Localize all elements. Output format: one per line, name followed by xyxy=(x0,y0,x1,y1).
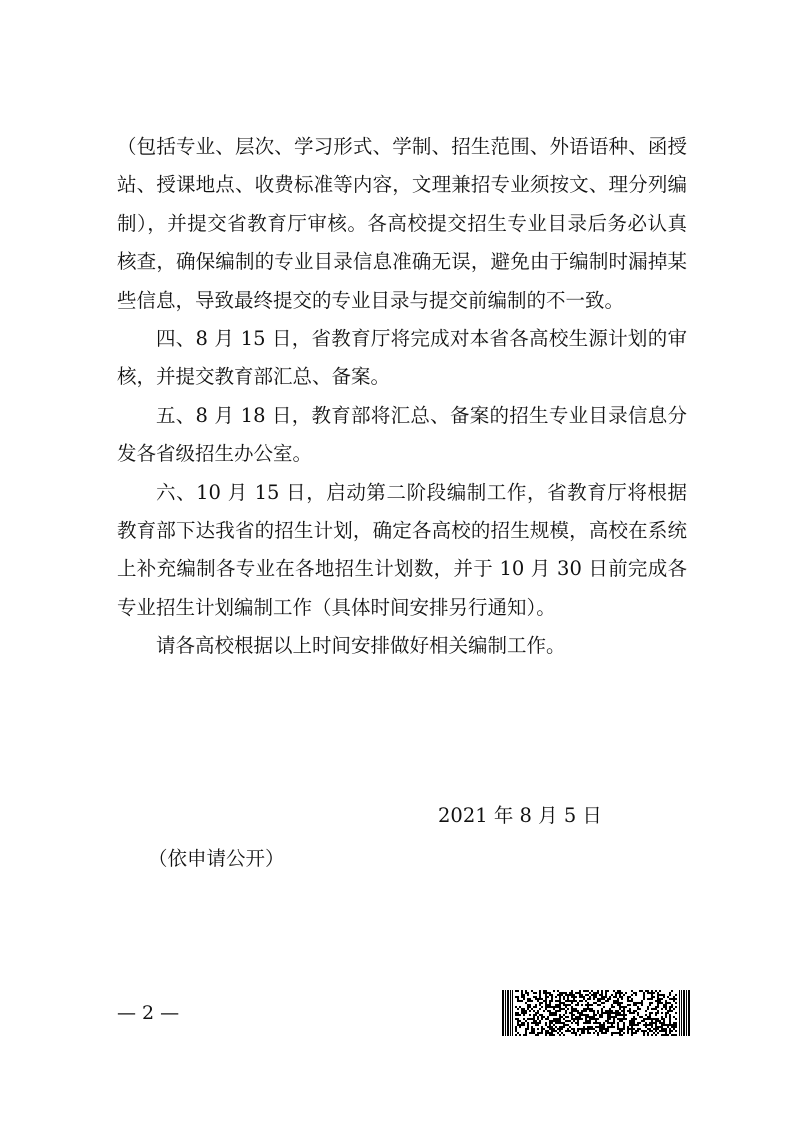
paragraph-item-four: 四、8 月 15 日，省教育厅将完成对本省各高校生源计划的审核，并提交教育部汇总、备案。 xyxy=(117,327,687,389)
document-body xyxy=(117,128,687,666)
paragraph-item-five: 五、8 月 18 日，教育部将汇总、备案的招生专业目录信息分发各省级招生办公室。 xyxy=(117,403,687,466)
barcode-icon xyxy=(502,990,690,1036)
paragraph-closing-request: 请各高校根据以上时间安排做好相关编制工作。 xyxy=(156,634,566,658)
issue-date: 2021 年 8 月 5 日 xyxy=(438,804,602,827)
page-number: — 2 — xyxy=(117,1002,180,1024)
disclosure-note: （依申请公开） xyxy=(148,847,285,870)
paragraph-item-six: 六、10 月 15 日，启动第二阶段编制工作，省教育厅将根据教育部下达我省的招生计划，确定各高校的招生规模，高校在系统上补充编制各专业在各地招生计划数，并于 10 月 30 日前完成各专业招生计划编制工作（具体时间安排另行通知）。 xyxy=(117,480,687,619)
paragraph-continuation: （包括专业、层次、学习形式、学制、招生范围、外语语种、函授站、授课地点、收费标准等内容，文理兼招专业须按文、理分列编制），并提交省教育厅审核。各高校提交招生专业目录后务必认真核查，确保编制的专业目录信息准确无误，避免由于编制时漏掉某些信息，导致最终提交的专业目录与提交前编制的不一致。 xyxy=(117,135,687,312)
